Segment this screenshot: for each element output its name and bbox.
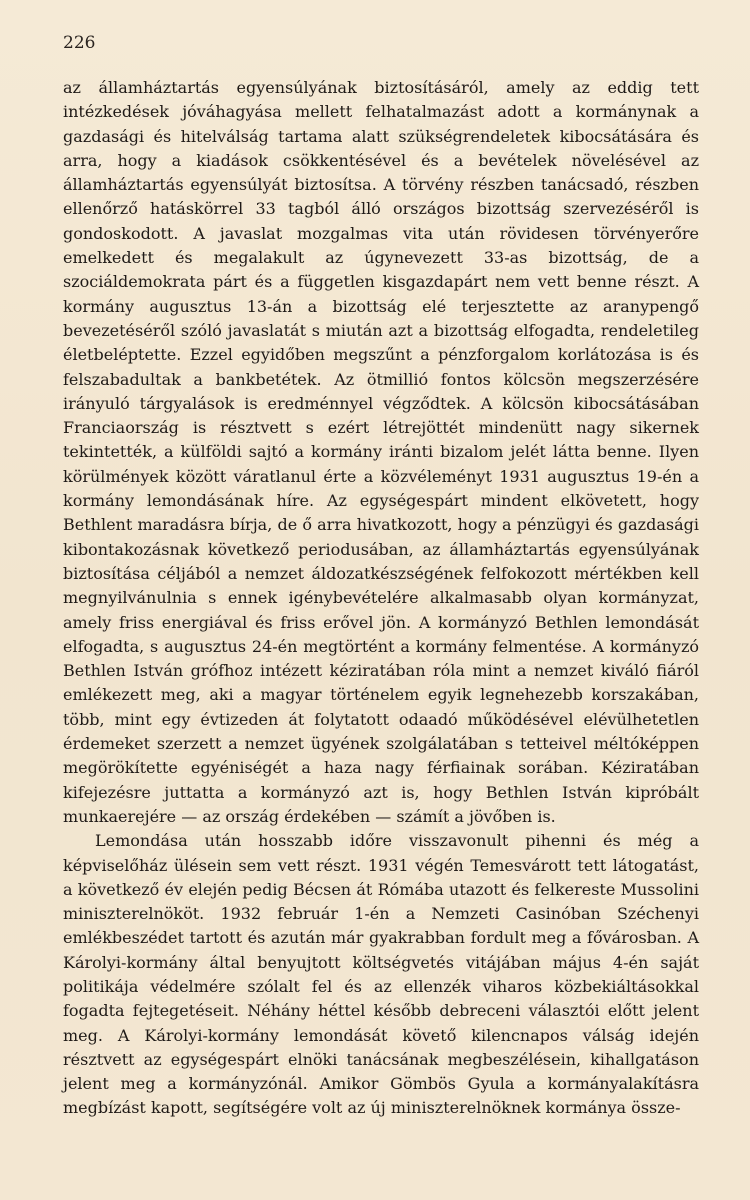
body-text	[63, 76, 699, 1121]
paragraph-1: az államháztartás egyensúlyának biztosításáról, amely az eddig tett intézkedések jóváhagyása mellett felhatalmazást adott a kormánynak a gazdasági és hitelválság tartama alatt szükségrendeletek kibocsátására és arra, hogy a kiadások csökkentésével és a bevételek növelésével az államháztartás egyensúlyát biztosítsa. A törvény részben tanácsadó, részben ellenőrző hatáskörrel 33 tagból álló országos bizottság szervezéséről is gondoskodott. A javaslat mozgalmas vita után rövidesen törvényerőre emelkedett és megalakult az úgynevezett 33-as bizottság, de a szociáldemokrata párt és a független kisgazdapárt nem vett benne részt. A kormány augusztus 13-án a bizottság elé terjesztette az aranypengő bevezetéséről szóló javaslatát s miután azt a bizottság elfogadta, rendeletileg életbeléptette. Ezzel egyidőben megszűnt a pénzforgalom korlátozása is és felszabadultak a bankbetétek. Az ötmillió fontos kölcsön megszerzésére irányuló tárgyalások is eredménnyel végződtek. A kölcsön kibocsátásában Franciaország is résztvett s ezért létrejöttét mindenütt nagy sikernek tekintették, a külföldi sajtó a kormány iránti bizalom jelét látta benne. Ilyen körülmények között váratlanul érte a közvéleményt 1931 augusztus 19-én a kormány lemondásának híre. Az egységespárt mindent elkövetett, hogy Bethlent maradásra bírja, de ő arra hivatkozott, hogy a pénzügyi és gazdasági kibontakozásnak következő periodusában, az államháztartás egyensúlyának biztosítása céljából a nemzet áldozatkészségének felfokozott mértékben kell megnyilvánulnia s ennek igénybevételére alkalmasabb olyan kormányzat, amely friss energiával és friss erővel jön. A kormányzó Bethlen lemondását elfogadta, s augusztus 24-én megtörtént a kormány felmentése. A kormányzó Bethlen István grófhoz intézett kéziratában róla mint a nemzet kiváló fiáról emlékezett meg, aki a magyar történelem egyik legnehezebb korszakában, több, mint egy évtizeden át folytatott odaadó működésével elévülhetetlen érdemeket szerzett a nemzet ügyének szolgálatában s tetteivel méltóképpen megörökítette egyéniségét a haza nagy férfiainak sorában. Kéziratában kifejezésre juttatta a kormányzó azt is, hogy Bethlen István kipróbált munkaerejére — az ország érdekében — számít a jövőben is.	[63, 78, 699, 826]
page-number: 226	[63, 33, 96, 53]
paragraph-2: Lemondása után hosszabb időre visszavonult pihenni és még a képviselőház ülésein sem vett részt. 1931 végén Temesvárott tett látogatást, a következő év elején pedig Bécsen át Rómába utazott és felkereste Mussolini miniszterelnököt. 1932 február 1-én a Nemzeti Casinóban Széchenyi emlékbeszédet tartott és azután már gyakrabban fordult meg a fővárosban. A Károlyi-kormány által benyujtott költségvetés vitájában május 4-én saját politikája védelmére szólalt fel és az ellenzék viharos közbekiáltásokkal fogadta fejtegetéseit. Néhány héttel később debreceni választói előtt jelent meg. A Károlyi-kormány lemondását követő kilencnapos válság idején résztvett az egységespárt elnöki tanácsának megbeszélésein, kihallgatáson jelent meg a kormányzónál. Amikor Gömbös Gyula a kormányalakításra megbízást kapott, segítségére volt az új miniszterelnöknek kormánya össze-	[63, 831, 699, 1118]
